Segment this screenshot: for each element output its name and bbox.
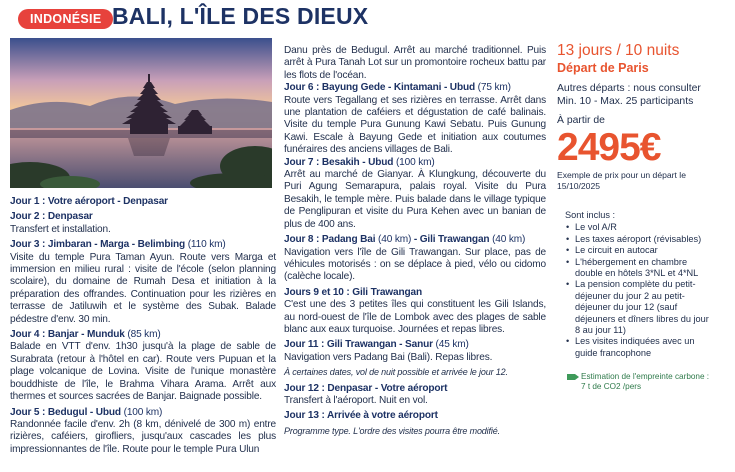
itinerary-day-12 [284, 383, 546, 408]
carbon-footprint: Estimation de l'empreinte carbone : 7 t de CO2 /pers [567, 372, 727, 392]
includes-title: Sont inclus : [565, 210, 616, 220]
leaf-arrow-icon [567, 373, 579, 384]
day-description: Balade en VTT d'env. 1h30 jusqu'à la plage de sable de Surabrata (retour à l'hôtel en car). Route vers Pupuan et la plage volcanique de Lovina. Visite de l'unique monastère bouddhiste de l'île, le Brahma Vihara Arama. Arrêt aux thermes et sources sacrées de Banjar. Baignade possible. [10, 341, 276, 403]
price: 2495€ [557, 126, 661, 169]
day-heading: Jour 6 : Bayung Gede - Kintamani - Ubud (75 km) [284, 82, 511, 94]
country-badge: INDONÉSIE [18, 9, 113, 29]
programme-note: Programme type. L'ordre des visites pourra être modifié. [284, 425, 500, 436]
day-heading: Jour 1 : Votre aéroport - Denpasar [10, 196, 168, 207]
include-item: • L'hébergement en chambre double en hôtels 3*NL et 4*NL [575, 257, 715, 280]
day-heading: Jour 2 : Denpasar [10, 211, 93, 223]
itinerary-day-8 [284, 234, 546, 284]
day-heading: Jour 7 : Besakih - Ubud (100 km) [284, 156, 435, 168]
itinerary-day-5-continued [284, 45, 546, 82]
itinerary-day-2 [10, 211, 276, 236]
itinerary-day-5 [10, 407, 276, 457]
include-item: • Le vol A/R [575, 222, 715, 233]
day-description: Navigation vers l'île de Gili Trawangan. Sur place, pas de véhicules motorisés : on se déplace à pied, vélo ou cidomo (calèche locale). [284, 246, 546, 283]
offer-panel [557, 42, 727, 359]
day-description: Navigation vers Padang Bai (Bali). Repas libres. [284, 351, 493, 363]
departure-city: Départ de Paris [557, 61, 649, 75]
itinerary-day-6 [284, 82, 546, 156]
night-flight-note: À certaines dates, vol de nuit possible et arrivée le jour 12. [284, 367, 508, 378]
day-description: Danu près de Bedugul. Arrêt au marché traditionnel. Puis arrêt à Pura Tanah Lot sur un promontoire rocheux battu par les flots de l'océan. [284, 45, 546, 81]
include-item: • La pension complète du petit-déjeuner du jour 2 au petit-déjeuner du jour 12 (sauf déjeuners et dîners libres du jour 8 au jour 11) [575, 279, 715, 336]
day-heading: Jour 3 : Jimbaran - Marga - Belimbing (110 km) [10, 239, 226, 251]
itinerary-day-1 [10, 196, 276, 208]
day-heading: Jour 5 : Bedugul - Ubud (100 km) [10, 406, 163, 418]
day-heading: Jour 8 : Padang Bai (40 km) - Gili Trawangan (40 km) [284, 234, 526, 246]
day-heading: Jour 12 : Denpasar - Votre aéroport [284, 382, 448, 394]
price-example: Exemple de prix pour un départ le 15/10/2025 [557, 170, 686, 191]
day-description: Transfert et installation. [10, 223, 111, 235]
day-description: Randonnée facile d'env. 2h (8 km, dénivelé de 300 m) entre rizières, caféiers, girofliers, jusqu'aux cascades les plus impressionnantes de l'île. Route pour le temple Pura Ulun [10, 418, 276, 455]
day-heading: Jour 4 : Banjar - Munduk (85 km) [10, 329, 161, 341]
bali-temple-photo [10, 38, 272, 188]
include-item: • Les taxes aéroport (révisables) [575, 234, 715, 245]
day-heading: Jours 9 et 10 : Gili Trawangan [284, 286, 422, 298]
day-description: Transfert à l'aéroport. Nuit en vol. [284, 394, 428, 406]
day-description: Route vers Tegallang et ses rizières en terrasse. Arrêt dans une plantation de caféiers et dégustation de café balinais. Visite du temple Pura Gunung Kawi Sebatu. Puis Gunung Kawi. Escale à Bayung Gede et initiation aux coutumes funéraires des anciens villages de Bali. [284, 94, 546, 156]
itinerary-day-3 [10, 239, 276, 326]
include-item: • Le circuit en autocar [575, 245, 715, 256]
day-description: Visite du temple Pura Taman Ayun. Route vers Marga et immersion en milieu rural : visite de l'école (selon planning scolaire), du domaine de Rumah Desa et initiation à la préparation des offrandes. Continuation pour les rizières en terrasse de Jatiluwih et le système des Subak. Balade pédestre d'env. 30 min. [10, 251, 276, 325]
itinerary-days-9-10 [284, 287, 546, 337]
itinerary-column-2 [284, 45, 546, 441]
from-label: À partir de [557, 115, 605, 126]
includes-list [565, 210, 715, 359]
page-title: BALI, L'ÎLE DES DIEUX [112, 3, 369, 29]
other-departures: Autres départs : nous consulter Min. 10 - Max. 25 participants [557, 83, 701, 107]
day-description: C'est une des 3 petites îles qui constituent les Gili Islands, au nord-ouest de l'île de Lombok avec des plages de sable blanc aux eaux turquoise. Journées et repas libres. [284, 299, 546, 335]
include-item: • Les visites indiquées avec un guide francophone [575, 336, 715, 359]
temple-lake-image [10, 38, 272, 188]
itinerary-column-1 [10, 196, 276, 456]
itinerary-day-7 [284, 157, 546, 231]
itinerary-day-13 [284, 410, 546, 422]
day-heading: Jour 11 : Gili Trawangan - Sanur (45 km) [284, 339, 469, 351]
day-heading: Jour 13 : Arrivée à votre aéroport [284, 410, 438, 422]
itinerary-day-4 [10, 329, 276, 403]
itinerary-day-11 [284, 339, 546, 364]
day-description: Arrêt au marché de Gianyar. À Klungkung, découverte du Puri Agung Semarapura, palais royal. Visite du Pura Besakih, le temple mère. Puis balade dans le village typique de Penglipuran et visite du Pura Kehen avec un banian de plus de 400 ans. [284, 169, 546, 230]
trip-duration: 13 jours / 10 nuits [557, 42, 680, 59]
